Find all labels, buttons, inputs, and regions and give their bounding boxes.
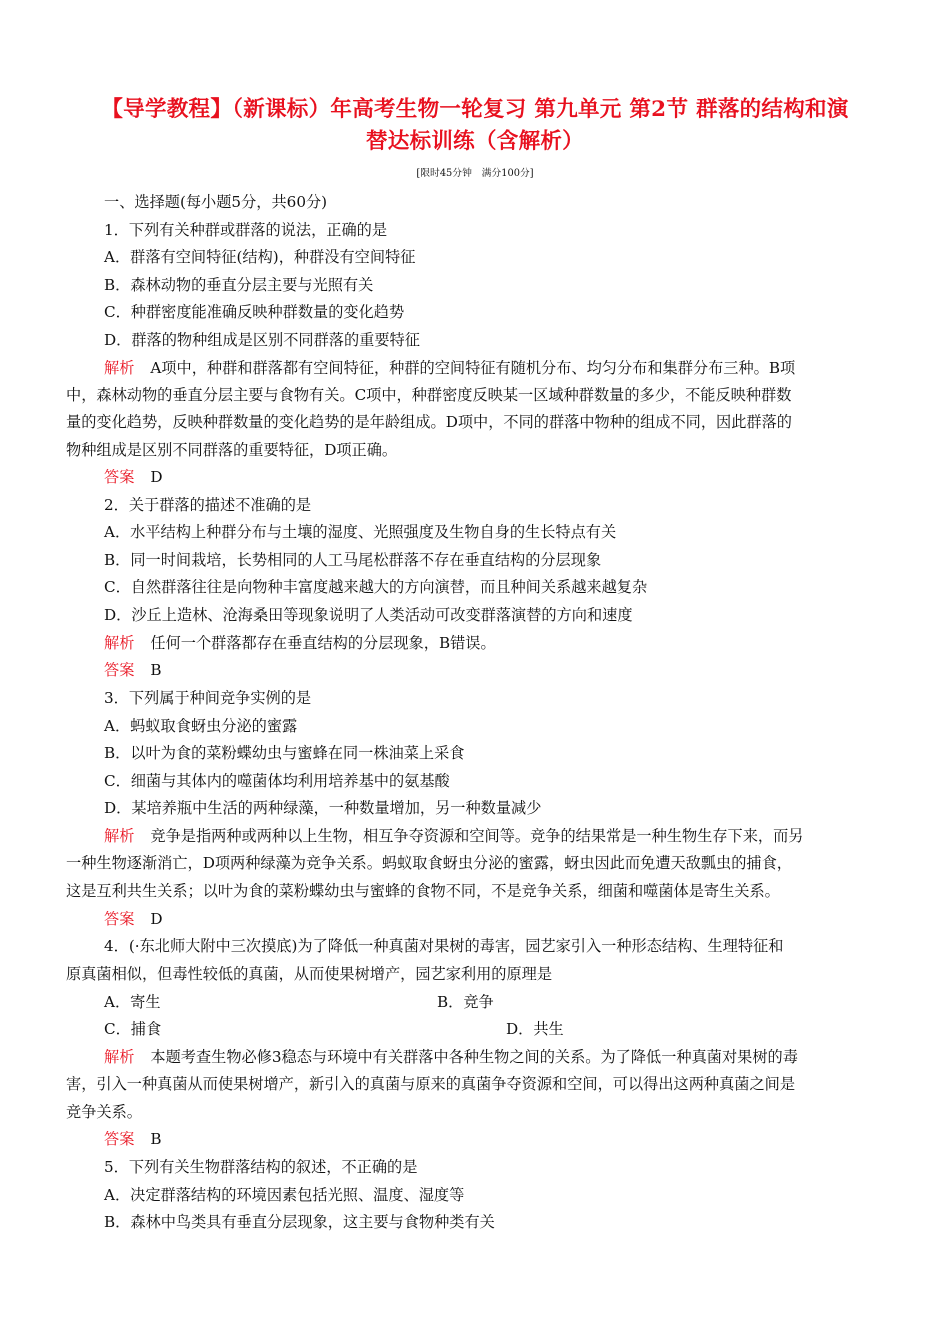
q3-answer-value: D [150,910,163,928]
q2-answer [104,659,162,681]
q3-analysis-text-1: 竞争是指两种或两种以上生物，相互争夺资源和空间等。竞争的结果常是一种生物生存下来，而另 [150,827,804,845]
q1-analysis-text-4: 物种组成是区别不同群落的重要特征，D项正确。 [66,441,398,459]
q2-analysis [104,632,496,654]
answer-label: 答案 [104,910,135,928]
q4-analysis-text-1: 本题考查生物必修3稳态与环境中有关群落中各种生物之间的关系。为了降低一种真菌对果树的毒 [150,1048,798,1066]
q1-analysis-text-2: 中，森林动物的垂直分层主要与食物有关。C项中，种群密度反映某一区域种群数量的多少，不能反映种群数 [66,386,792,404]
q2-option-c: C．自然群落往往是向物种丰富度越来越大的方向演替，而且种间关系越来越复杂 [104,578,648,596]
q4-analysis [104,1046,798,1068]
q1-answer [104,466,163,488]
section-heading: 一、选择题(每小题5分，共60分) [104,193,328,211]
q4-option-a: A．寄生 [104,993,161,1011]
q4-stem-1: 4．(·东北师大附中三次摸底)为了降低一种真菌对果树的毒害，园艺家引入一种形态结构、生理特征和 [104,937,784,955]
q3-option-c: C．细菌与其体内的噬菌体均利用培养基中的氨基酸 [104,772,450,790]
q4-answer-value: B [150,1130,162,1148]
q1-option-b: B．森林动物的垂直分层主要与光照有关 [104,276,374,294]
q2-answer-value: B [150,661,162,679]
q4-option-c: C．捕食 [104,1020,162,1038]
q4-answer [104,1128,162,1150]
q1-analysis-text-1: A项中，种群和群落都有空间特征，种群的空间特征有随机分布、均匀分布和集群分布三种。B项 [150,359,796,377]
q1-answer-value: D [150,468,163,486]
q1-stem: 1．下列有关种群或群落的说法，正确的是 [104,221,388,239]
q4-stem-2: 原真菌相似，但毒性较低的真菌，从而使果树增产，园艺家利用的原理是 [66,965,552,983]
q3-stem: 3．下列属于种间竞争实例的是 [104,689,312,707]
q3-answer [104,908,163,930]
q3-option-a: A．蚂蚁取食蚜虫分泌的蜜露 [104,717,298,735]
q2-option-b: B．同一时间栽培，长势相同的人工马尾松群落不存在垂直结构的分层现象 [104,551,602,569]
q1-analysis-text-3: 量的变化趋势，反映种群数量的变化趋势的是年龄组成。D项中，不同的群落中物种的组成不同，因此群落的 [66,413,792,431]
answer-label: 答案 [104,1130,135,1148]
q2-option-d: D．沙丘上造林、沧海桑田等现象说明了人类活动可改变群落演替的方向和速度 [104,606,633,624]
q5-option-b: B．森林中鸟类具有垂直分层现象，这主要与食物种类有关 [104,1213,495,1231]
analysis-label: 解析 [104,827,135,845]
q1-option-a: A．群落有空间特征(结构)，种群没有空间特征 [104,248,416,266]
q2-option-a: A．水平结构上种群分布与土壤的湿度、光照强度及生物自身的生长特点有关 [104,523,617,541]
analysis-label: 解析 [104,634,135,652]
q1-option-d: D．群落的物种组成是区别不同群落的重要特征 [104,331,420,349]
document-title-line-2: 替达标训练（含解析） [365,129,584,154]
q2-stem: 2．关于群落的描述不准确的是 [104,496,312,514]
time-limit: [限时45分钟 满分100分] [416,168,534,179]
analysis-label: 解析 [104,1048,135,1066]
q4-analysis-text-3: 竞争关系。 [66,1103,142,1121]
analysis-label: 解析 [104,359,135,377]
answer-label: 答案 [104,468,135,486]
q4-analysis-text-2: 害，引入一种真菌从而使果树增产，新引入的真菌与原来的真菌争夺资源和空间，可以得出这两种真菌之间是 [66,1075,795,1093]
q5-option-a: A．决定群落结构的环境因素包括光照、温度、湿度等 [104,1186,465,1204]
q1-option-c: C．种群密度能准确反映种群数量的变化趋势 [104,303,405,321]
document-title-line-1: 【导学教程】（新课标）年高考生物一轮复习 第九单元 第2节 群落的结构和演 [101,97,849,122]
q4-option-d: D．共生 [506,1020,564,1038]
q3-option-d: D．某培养瓶中生活的两种绿藻，一种数量增加，另一种数量减少 [104,799,542,817]
q3-analysis-text-3: 这是互利共生关系；以叶为食的菜粉蝶幼虫与蜜蜂的食物不同，不是竞争关系，细菌和噬菌体是寄生关系。 [66,882,780,900]
q3-option-b: B．以叶为食的菜粉蝶幼虫与蜜蜂在同一株油菜上采食 [104,744,465,762]
q4-option-b: B．竞争 [437,993,494,1011]
q2-analysis-text-1: 任何一个群落都存在垂直结构的分层现象，B错误。 [150,634,496,652]
q3-analysis-text-2: 一种生物逐渐消亡，D项两种绿藻为竞争关系。蚂蚁取食蚜虫分泌的蜜露，蚜虫因此而免遭天敌瓢虫的捕食， [66,854,792,872]
answer-label: 答案 [104,661,135,679]
q1-analysis [104,357,795,379]
q5-stem: 5．下列有关生物群落结构的叙述，不正确的是 [104,1158,418,1176]
q3-analysis [104,825,803,847]
